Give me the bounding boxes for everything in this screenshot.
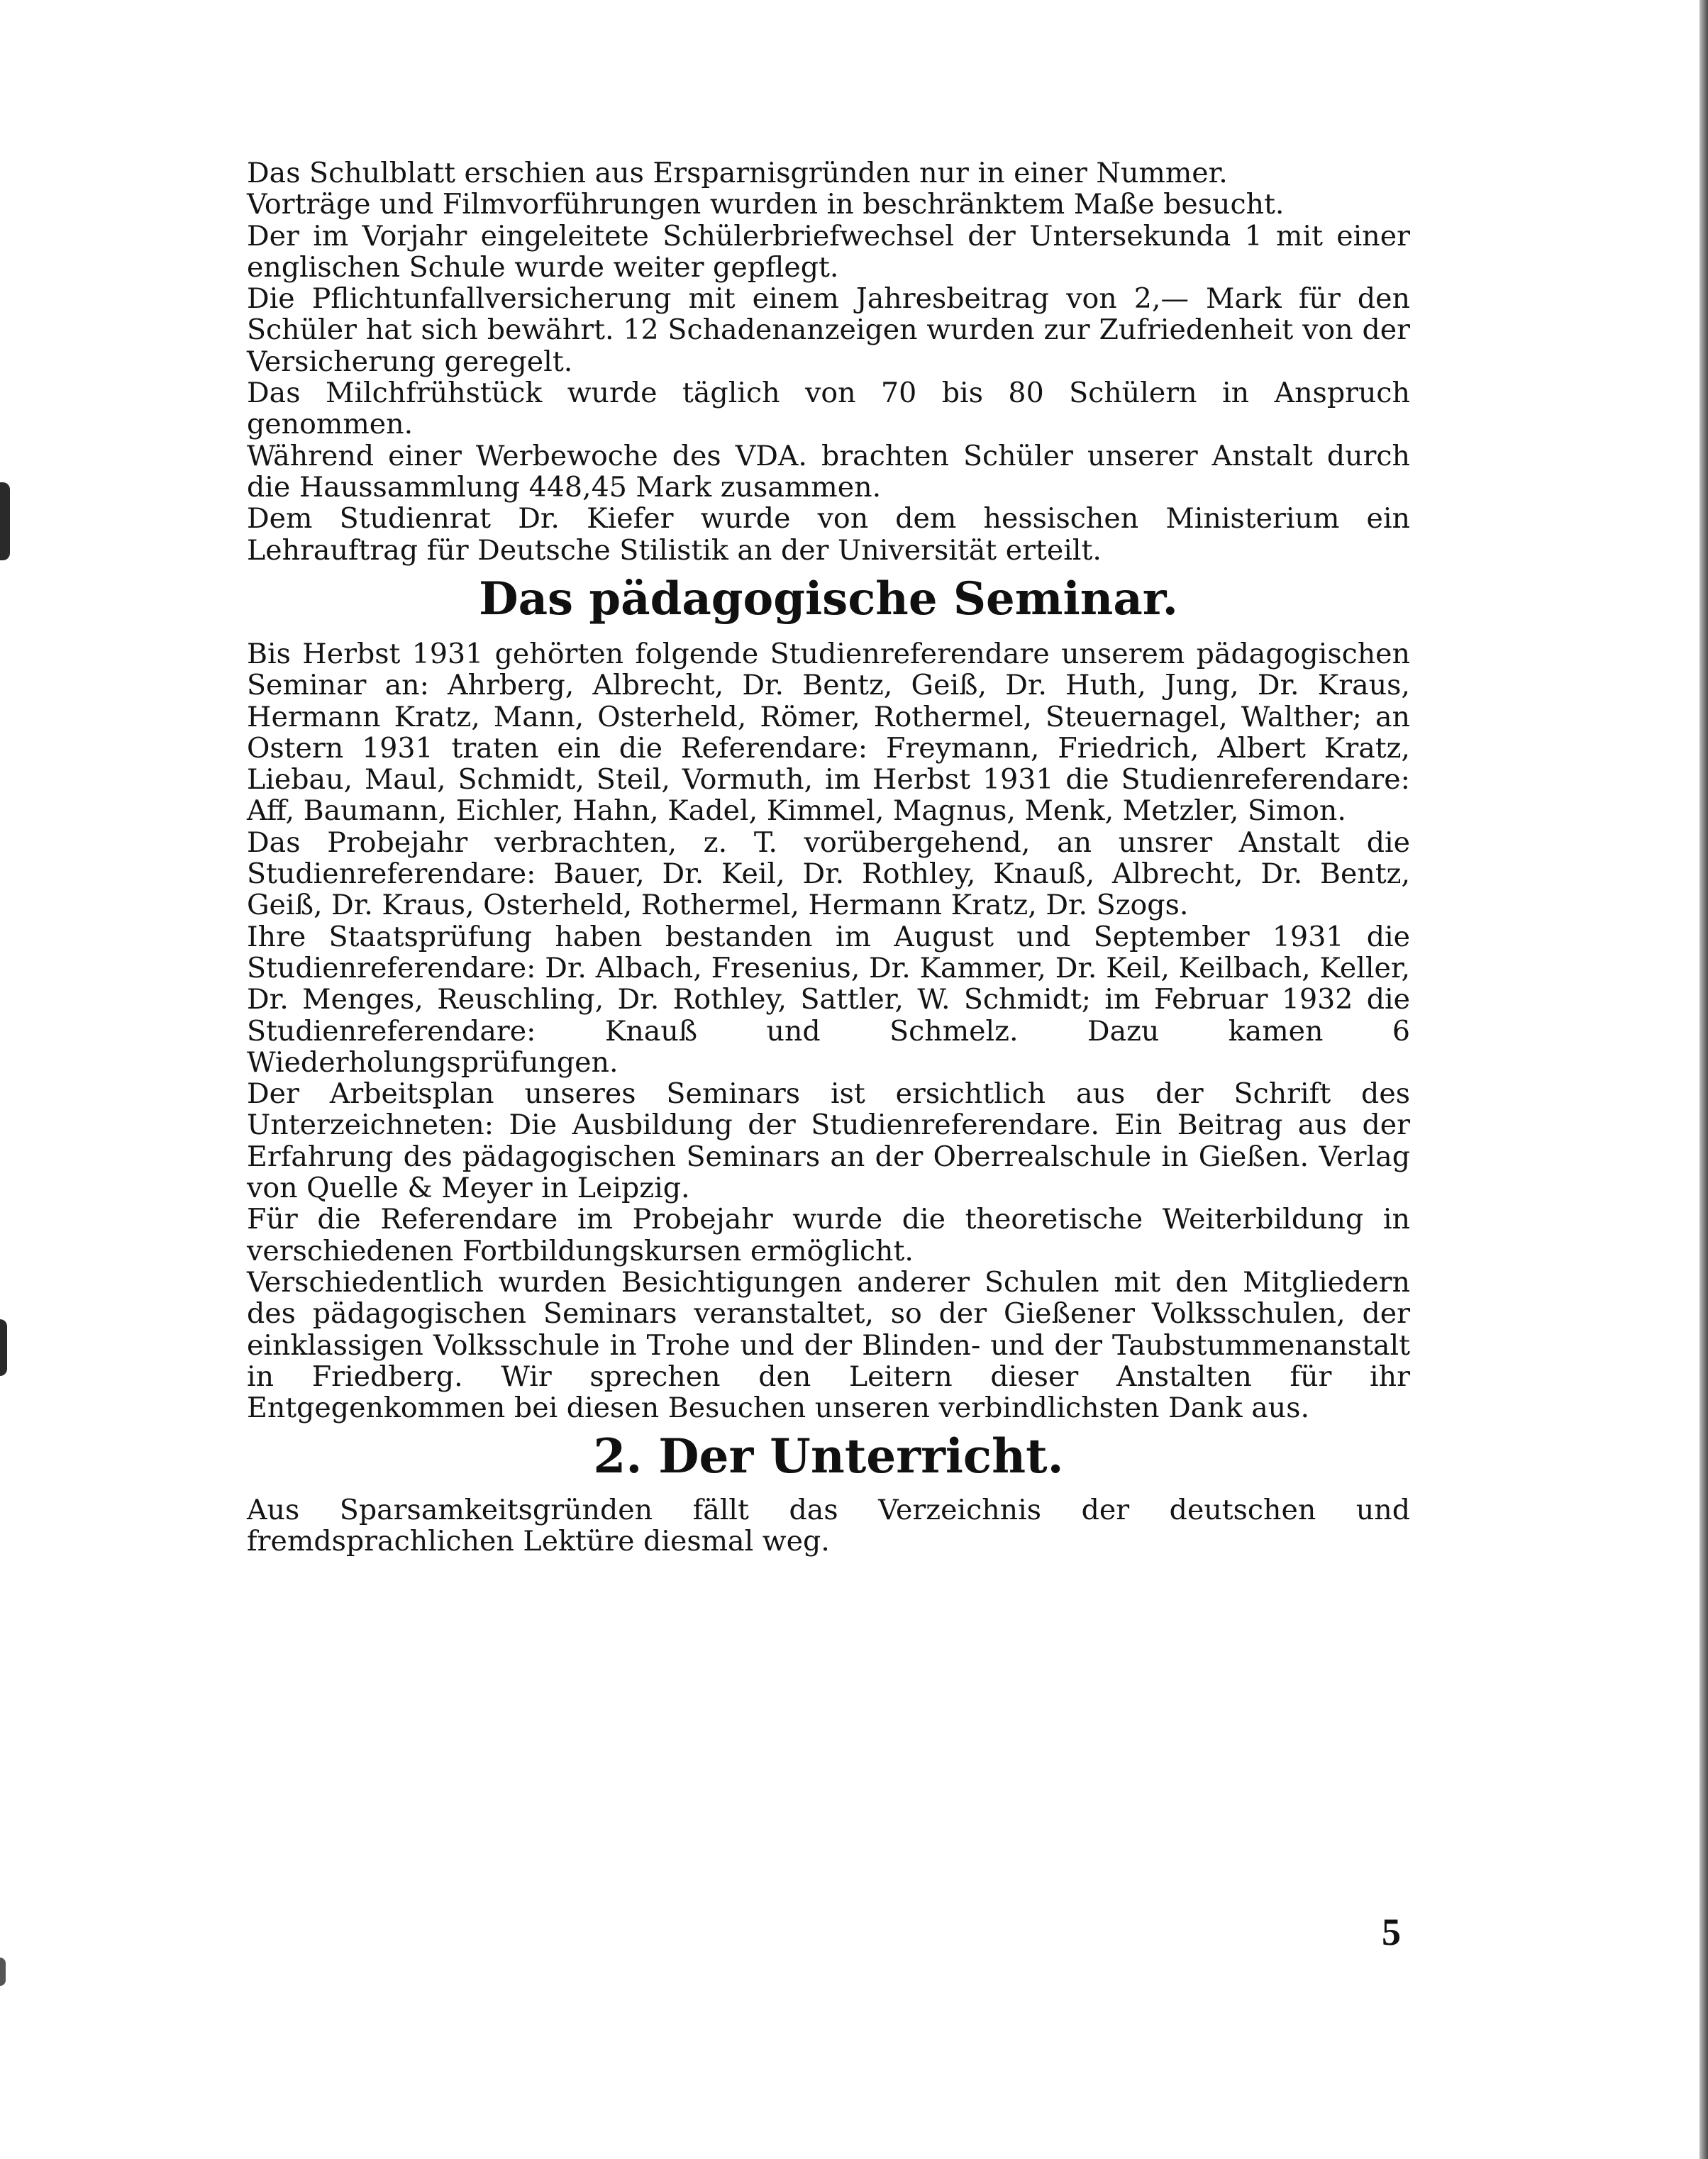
scan-mark: [0, 1958, 6, 1986]
unterricht-section: [247, 1494, 1410, 1558]
paragraph: Verschiedentlich wurden Besichtigungen anderer Schulen mit den Mitgliedern des pädagogischen Seminars veranstaltet, so der Gießener Volksschulen, der einklassigen Volksschule in Trohe und der Blinden- und der Taubstummenanstalt in Friedberg. Wir sprechen den Leitern dieser Anstalten für ihr Entgegenkommen bei diesen Besuchen unseren verbindlichsten Dank aus.: [247, 1265, 1410, 1425]
paragraph: Vorträge und Filmvorführungen wurden in beschränktem Maße besucht.: [247, 188, 1285, 221]
paragraph: Bis Herbst 1931 gehörten folgende Studienreferendare unserem pädagogischen Seminar an: Ahrberg, Albrecht, Dr. Bentz, Geiß, Dr. Huth, Jung, Dr. Kraus, Hermann Kratz, Mann, Osterheld, Römer, Rothermel, Steuernagel, Walther; an Ostern 1931 traten ein die Referendare: Freymann, Friedrich, Albert Kratz, Liebau, Maul, Schmidt, Steil, Vormuth, im Herbst 1931 die Studienreferendare: Aff, Baumann, Eichler, Hahn, Kadel, Kimmel, Magnus, Menk, Metzler, Simon.: [247, 638, 1410, 828]
paragraph: Der im Vorjahr eingeleitete Schülerbriefwechsel der Untersekunda 1 mit einer englischen Schule wurde weiter gepflegt.: [247, 219, 1410, 284]
paragraph: Dem Studienrat Dr. Kiefer wurde von dem hessischen Ministerium ein Lehrauftrag für Deutsche Stilistik an der Universität erteilt.: [247, 502, 1410, 567]
intro-section: [247, 157, 1410, 566]
section-heading: Das pädagogische Seminar.: [479, 572, 1178, 626]
scan-edge: [1699, 0, 1708, 2159]
paragraph: Die Pflichtunfallversicherung mit einem Jahresbeitrag von 2,— Mark für den Schüler hat sich bewährt. 12 Schadenanzeigen wurden zur Zufriedenheit von der Versicherung geregelt.: [247, 282, 1410, 378]
paragraph: Das Milchfrühstück wurde täglich von 70 bis 80 Schülern in Anspruch genommen.: [247, 377, 1410, 441]
paragraph: Ihre Staatsprüfung haben bestanden im August und September 1931 die Studienreferendare: Dr. Albach, Fresenius, Dr. Kammer, Dr. Keil, Keilbach, Keller, Dr. Menges, Reuschling, Dr. Rothley, Sattler, W. Schmidt; im Februar 1932 die Studienreferendare: Knauß und Schmelz. Dazu kamen 6 Wiederholungsprüfungen.: [247, 920, 1410, 1079]
section-heading: 2. Der Unterricht.: [593, 1428, 1064, 1484]
paragraph: Das Schulblatt erschien aus Ersparnisgründen nur in einer Nummer.: [247, 157, 1228, 189]
paragraph: Während einer Werbewoche des VDA. brachten Schüler unserer Anstalt durch die Haussammlung 448,45 Mark zusammen.: [247, 439, 1410, 504]
paragraph: Aus Sparsamkeitsgründen fällt das Verzeichnis der deutschen und fremdsprachlichen Lektüre diesmal weg.: [247, 1494, 1410, 1558]
page-number: 5: [1382, 1911, 1401, 1953]
paragraph: Das Probejahr verbrachten, z. T. vorübergehend, an unsrer Anstalt die Studienreferendare: Bauer, Dr. Keil, Dr. Rothley, Knauß, Albrecht, Dr. Bentz, Geiß, Dr. Kraus, Osterheld, Rothermel, Hermann Kratz, Dr. Szogs.: [247, 826, 1410, 922]
scan-mark: [0, 1319, 7, 1376]
seminar-section: [247, 638, 1410, 1423]
paragraph: Für die Referendare im Probejahr wurde die theoretische Weiterbildung in verschiedenen Fortbildungskursen ermöglicht.: [247, 1203, 1410, 1267]
paragraph: Der Arbeitsplan unseres Seminars ist ersichtlich aus der Schrift des Unterzeichneten: Die Ausbildung der Studienreferendare. Ein Beitrag aus der Erfahrung des pädagogischen Seminars an der Oberrealschule in Gießen. Verlag von Quelle & Meyer in Leipzig.: [247, 1077, 1410, 1205]
scan-mark: [0, 482, 10, 560]
